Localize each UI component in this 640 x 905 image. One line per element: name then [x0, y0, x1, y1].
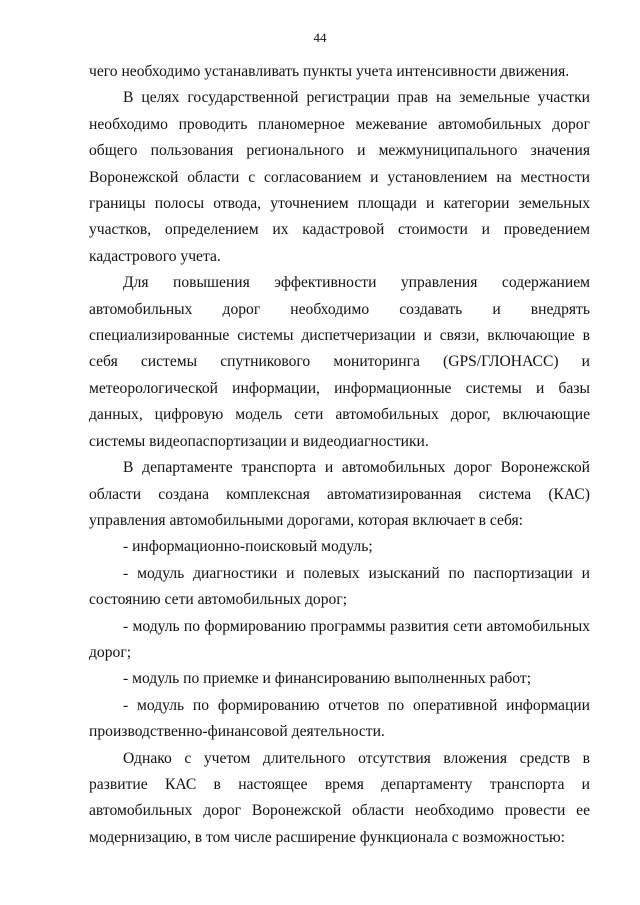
- paragraph-kas-intro: В департаменте транспорта и автомобильных дорог Воронежской области создана комплексная автоматизированная система (КАС) управления автомобильными дорогами, которая включает в себя:: [89, 459, 590, 529]
- paragraph-continuation: чего необходимо устанавливать пункты учета интенсивности движения.: [89, 63, 570, 80]
- document-body: [89, 59, 590, 851]
- list-item-program-module: - модуль по формированию программы развития сети автомобильных дорог;: [89, 617, 590, 661]
- list-item-diagnostics-module: - модуль диагностики и полевых изысканий по паспортизации и состоянию сети автомобильных дорог;: [89, 564, 590, 609]
- list-item-acceptance-module: - модуль по приемке и финансированию выполненных работ;: [123, 670, 532, 688]
- paragraph-modernization: Однако с учетом длительного отсутствия вложения средств в развитие КАС в настоящее время департаменту транспорта и автомобильных дорог Воронежской области необходимо провести ее модернизацию, в том числе расширение функционала с возможностью:: [89, 749, 590, 846]
- page-number: 44: [313, 30, 327, 45]
- list-item-search-module: - информационно-поисковый модуль;: [123, 538, 373, 556]
- paragraph-dispatch-systems: Для повышения эффективности управления содержанием автомобильных дорог необходимо создавать и внедрять специализированные системы диспетчеризации и связи, включающие в себя системы спутникового мониторинга (GPS/ГЛОНАСС) и метеорологической информации, информационные системы и базы данных, цифровую модель сети автомобильных дорог, включающие системы видеопаспортизации и видеодиагностики.: [89, 274, 590, 450]
- list-item-reports-module: - модуль по формированию отчетов по оперативной информации производственно-финансовой деятельности.: [89, 696, 590, 741]
- paragraph-land-registration: В целях государственной регистрации прав на земельные участки необходимо проводить планомерное межевание автомобильных дорог общего пользования регионального и межмуниципального значения Воронежской области с согласованием и установлением на местности границы полосы отвода, уточнением площади и категории земельных участков, определением их кадастровой стоимости и проведением кадастрового учета.: [89, 89, 590, 265]
